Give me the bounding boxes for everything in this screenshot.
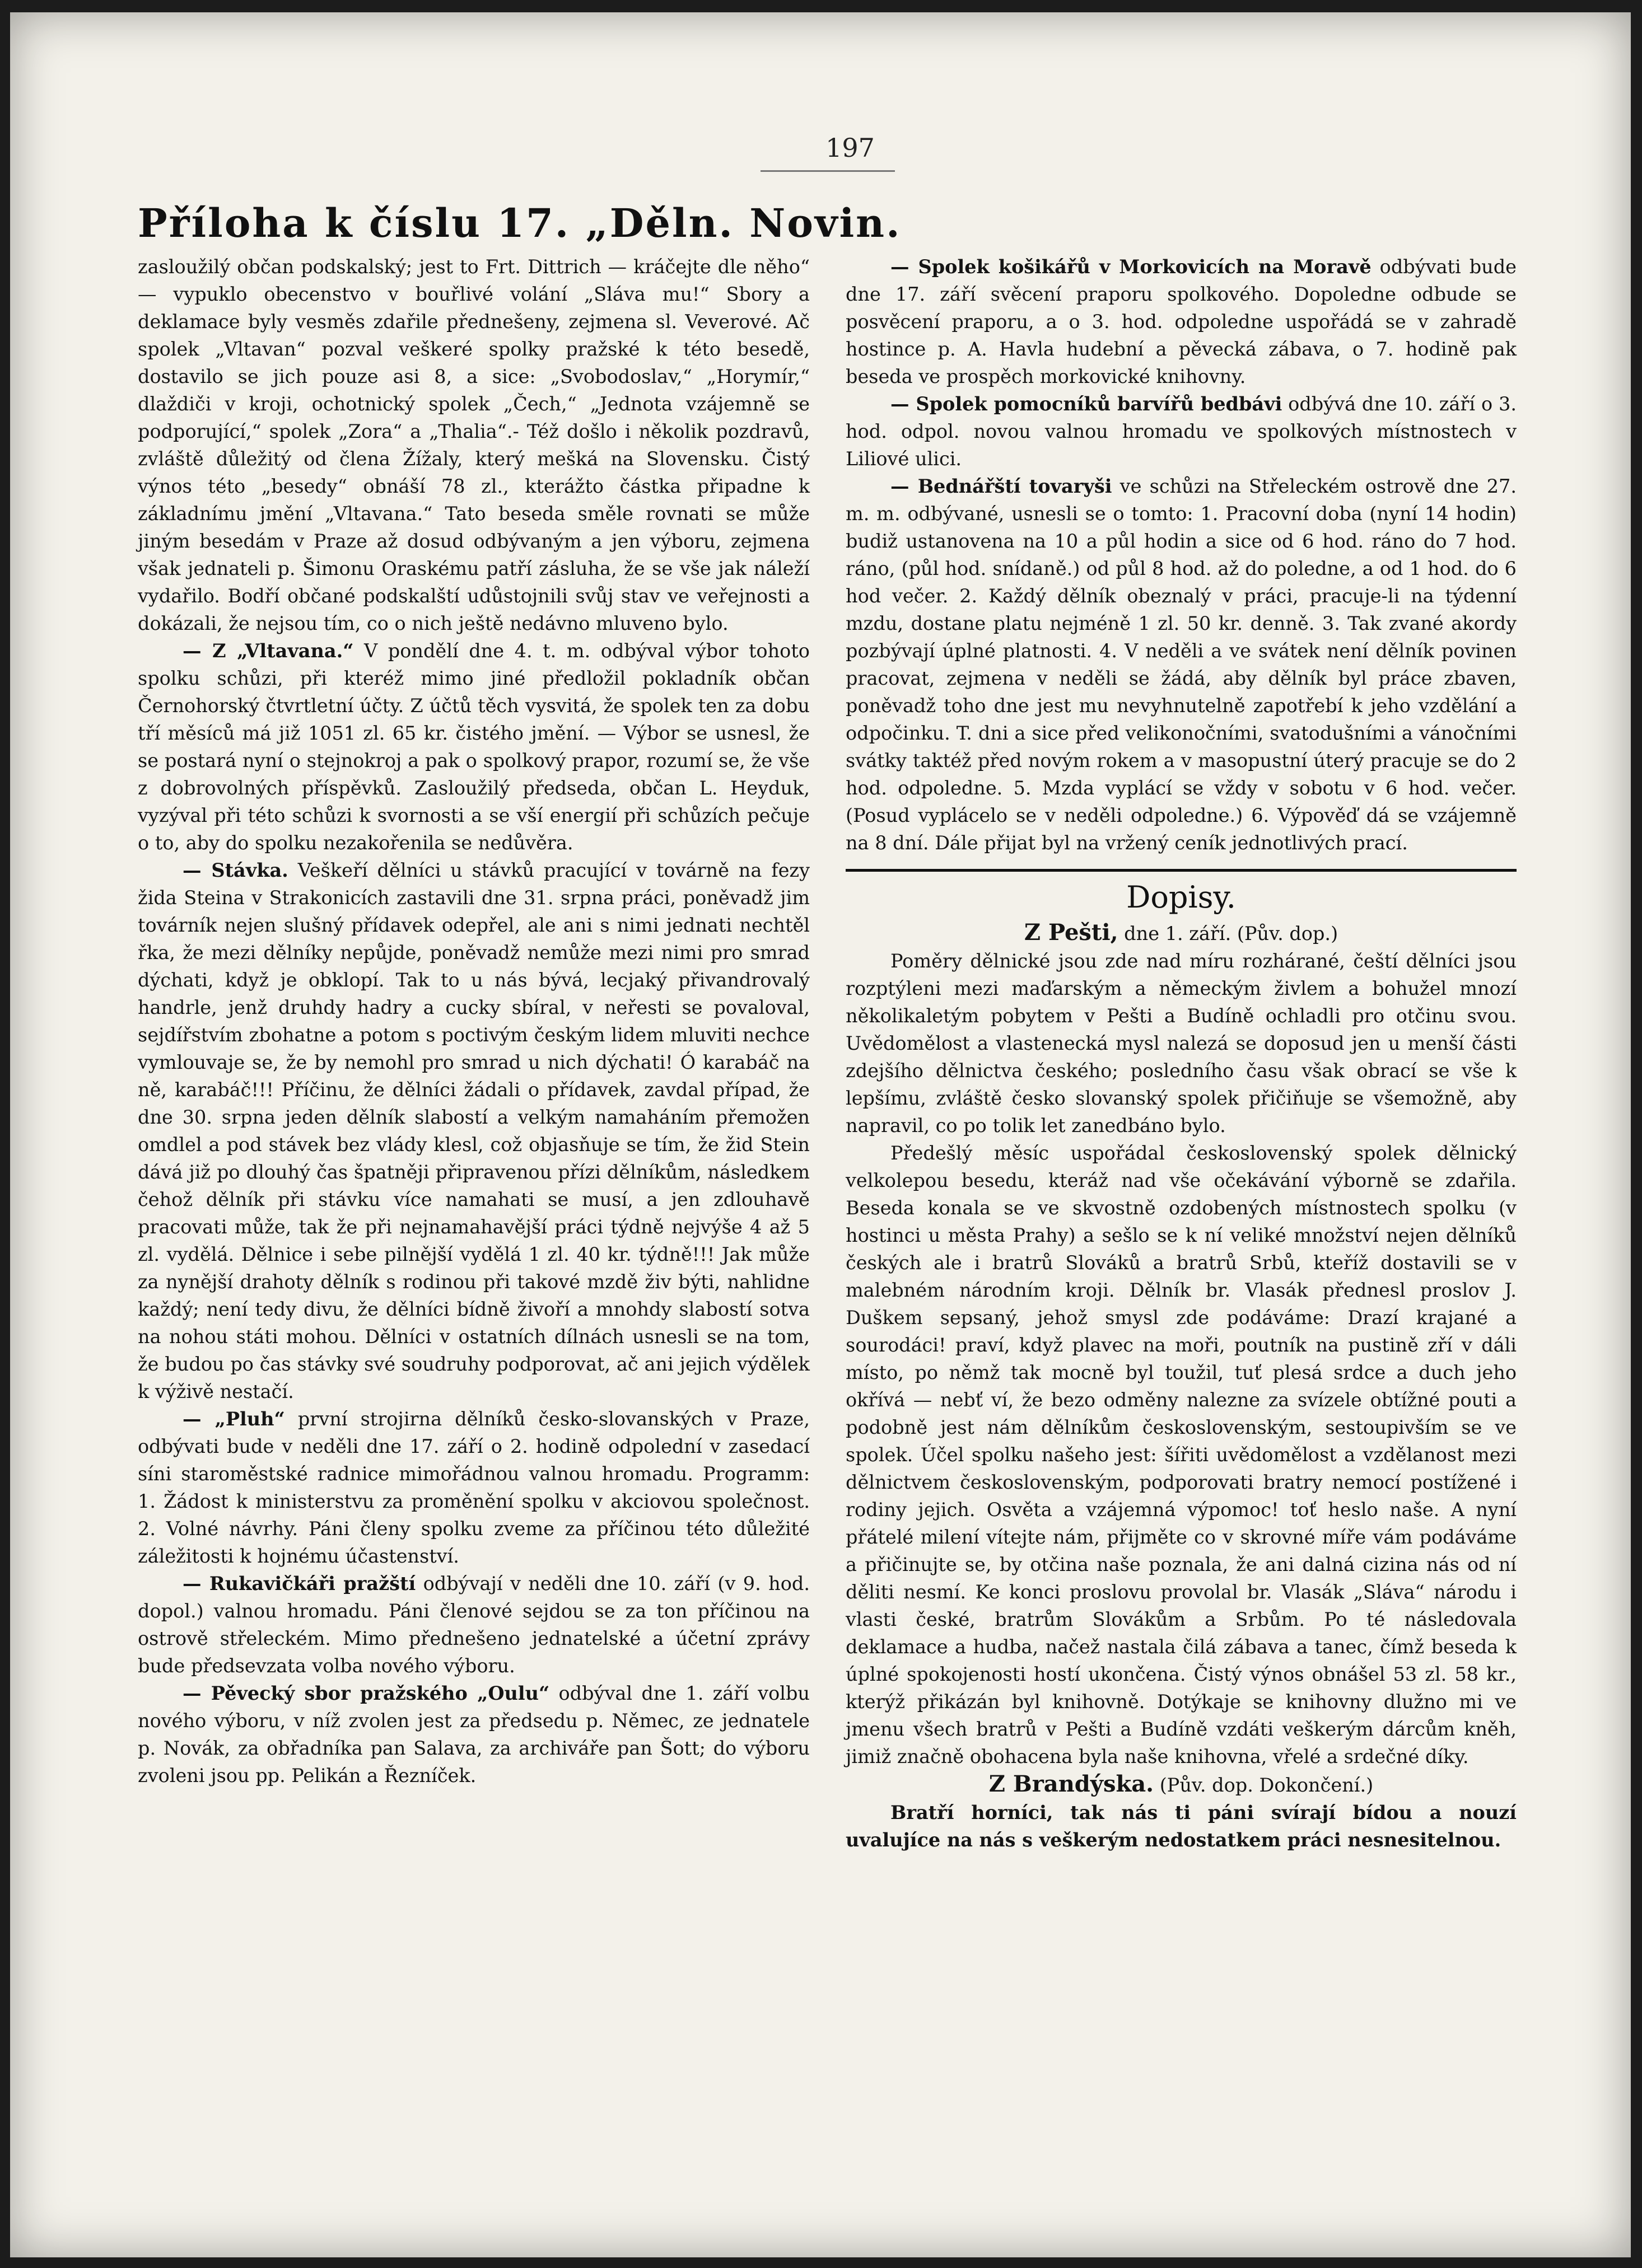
dopisy-paragraph: Předešlý měsíc uspořádal československý spolek dělnický velkolepou besedu, kteráž nad vše očekávání výborně se zdařila. Beseda konala se ve skvostně ozdobených místnostech spolku (v hostinci u města Prahy) a sešlo se k ní veliké množství nejen dělníků českých ale i bratrů Slováků a bratrů Srbů, kteříž dostavili se v malebném národním kroji. Dělník br. Vlasák přednesl proslov J. Duškem sepsaný, jehož smysl zde podáváme: Drazí krajané a sourodáci! praví, když plavec na moři, poutník na pustině zří v dáli místo, po němž tak mocně byl toužil, tuť plesá srdce a duch jeho okřívá — nebť ví, že bezo odměny nalezne za svízele obtížné pouti a podobně jest nám dělníkům československým, sestoupivším se ve spolek. Účel spolku našeho jest: šířiti uvědomělost a vzdělanost mezi dělnictvem československým, podporovati bratry nemocí postížené i rodiny jejich. Osvěta a vzájemná výpomoc! toť heslo naše. A nyní přátelé milení vítejte nám, přijměte co v skrovné míře vám podáváme a přičinujte se, by otčina naše poznala, že ani dalná cizina nás od ní děliti nesmí. Ke konci proslovu provolal br. Vlasák „Sláva“ národu i vlasti české, bratrům Slovákům a Srbům. Po té následovala deklamace a hudba, načež nastala čilá zábava a tanec, čímž beseda k úplné spokojenosti hostí ukončena. Čistý výnos obnášel 53 zl. 58 kr., kterýž přikázán byl knihovně. Dotýkaje se knihovny dlužno mi ve jmenu všech bratrů v Pešti a Budíně vzdáti veškerým dárcům kněh, jimiž značně obohacena byla naše knihovna, vřelé a srdečné díky. bbox=[846, 1142, 1517, 1767]
dopisy-paragraph: Poměry dělnické jsou zde nad míru rozhárané, čeští dělníci jsou rozptýleni mezi maďarským a německým živlem a bohužel mnozí několikaletým pobytem v Pešti a Budíně ochladli pro otčinu svou. Uvědomělost a vlastenecká mysl nalezá se doposud jen u menší části zdejšího dělnictva českého; posledního času však obrací se vše k lepšímu, zvláště česko slovanský spolek přičiňuje se všemožně, aby napravil, co po tolik let zanedbáno bylo. bbox=[846, 950, 1517, 1137]
article-lead: — Bednářští tovaryši bbox=[890, 475, 1112, 497]
dateline-pest-place: Z Pešti, bbox=[1024, 919, 1118, 946]
article-lead: — Spolek košikářů v Morkovicích na Moravě bbox=[890, 256, 1372, 278]
article-paragraph bbox=[846, 473, 1517, 857]
article-paragraph bbox=[138, 1570, 810, 1680]
article-lead: — Spolek pomocníků barvířů bedbávi bbox=[890, 393, 1282, 415]
article-paragraph bbox=[138, 1680, 810, 1789]
section-divider bbox=[846, 869, 1517, 872]
newspaper-page bbox=[10, 12, 1631, 2257]
article-lead: — Rukavičkáři pražští bbox=[183, 1573, 416, 1594]
article-paragraph bbox=[138, 253, 810, 637]
article-paragraph bbox=[138, 857, 810, 1405]
dateline-brandysek-place: Z Brandýska. bbox=[988, 1771, 1154, 1797]
article-paragraph bbox=[138, 637, 810, 857]
right-column-articles bbox=[846, 253, 1517, 857]
supplement-header: Příloha k číslu 17. „Děln. Novin. bbox=[138, 200, 902, 246]
article-lead: — Pěvecký sbor pražského „Oulu“ bbox=[183, 1682, 550, 1704]
dopisy-heading: Dopisy. bbox=[1126, 880, 1236, 915]
article-paragraph bbox=[846, 253, 1517, 390]
right-column bbox=[846, 253, 1517, 1854]
article-text: odbývati bude dne 17. září svěcení praporu spolkového. Dopoledne odbude se posvěcení praporu, a o 3. hod. odpoledne uspořádá se v zahradě hostince p. A. Havla hudební a pěvecká zábava, o 7. hodině pak beseda ve prospěch morkovické knihovny. bbox=[846, 256, 1517, 387]
article-text: odbývají v neděli dne 10. září (v 9. hod. dopol.) valnou hromadu. Páni členové sejdou se za ton příčinou na ostrově střeleckém. Mimo přednešeno jednatelské a účetní zprávy bude předsevzata volba nového výboru. bbox=[138, 1573, 810, 1677]
dopisy-closing: Bratří horníci, tak nás ti páni svírají bídou a nouzí uvalujíce na nás s veškerým nedostatkem práci nesnesitelnou. bbox=[846, 1802, 1517, 1851]
dateline-brandysek-note: (Pův. dop. Dokončení.) bbox=[1154, 1774, 1374, 1796]
article-lead: — „Pluh“ bbox=[183, 1408, 285, 1430]
article-paragraph bbox=[846, 390, 1517, 473]
article-lead: — Stávka. bbox=[183, 859, 288, 881]
article-text: ve schůzi na Střeleckém ostrově dne 27. m. m. odbývané, usnesli se o tomto: 1. Pracovní doba (nyní 14 hodin) budiž ustanovena na 10 a půl hodin a sice od 6 hod. ráno do 7 hod. ráno, (půl hod. snídaně.) od půl 8 hod. až do poledne, a od 1 hod. do 6 hod večer. 2. Každý dělník obeznalý v práci, pracuje-li na týdenní mzdu, dostane platu nejméně 1 zl. 50 kr. denně. 3. Tak zvané akordy pozbývají úplné platnosti. 4. V neděli a ve svátek není dělník povinen pracovat, zejmena v neděli se žádá, aby dělník byl práce zbaven, poněvadž toho dne jest mu nevyhnutelně zapotřebí k jeho vzdělání a odpočinku. T. dni a sice před velikonočními, svatodušními a vánočními svátky taktéž před novým rokem a v masopustní úterý pracuje se do 2 hod. odpoledne. 5. Mzda vyplácí se vždy v sobotu v 6 hod. večer. (Posud vyplácelo se v neděli odpoledne.) 6. Výpověď dá se vzájemně na 8 dní. Dále přijat byl na vržený ceník jednotlivých prací. bbox=[846, 475, 1517, 854]
article-text: odbývá dne 10. září o 3. hod. odpol. novou valnou hromadu ve spolkových místnostech v Liliové ulici. bbox=[846, 393, 1517, 470]
dateline-pest bbox=[846, 919, 1517, 947]
article-text: odbýval dne 1. září volbu nového výboru, v níž zvolen jest za předsedu p. Němec, ze jednatele p. Novák, za obřadníka pan Salava, za archiváře pan Šott; do výboru zvoleni jsou pp. Pelikán a Řezníček. bbox=[138, 1682, 810, 1787]
left-column bbox=[138, 253, 810, 1789]
article-text: V pondělí dne 4. t. m. odbýval výbor tohoto spolku schůzi, při kteréž mimo jiné předložil pokladník občan Černohorský čtvrtletní účty. Z účtů těch vysvitá, že spolek ten za dobu tří měsíců má již 1051 zl. 65 kr. čistého jmění. — Výbor se usnesl, že se postará nyní o stejnokroj a pak o spolkový prapor, rozumí se, že vše z dobrovolných příspěvků. Zasloužilý předseda, občan L. Heyduk, vyzýval při této schůzi k svornosti a se vší energií při schůzích pečuje o to, aby do spolku nezakořenila se nedůvěra. bbox=[138, 640, 810, 854]
article-text: Veškeří dělníci u stávků pracující v továrně na fezy žida Steina v Strakonicích zastavili dne 31. srpna práci, poněvadž jim továrník nejen slušný přídavek odepřel, ale ani s nimi jednati nechtěl řka, že mezi dělníky nepůjde, poněvadž nemůže mezi nimi pro smrad dýchati, když je obklopí. Tak to u nás bývá, lecjaký přivandrovalý handrle, jenž druhdy hadry a cucky sbíral, v neřesti se povaloval, sejdířstvím zbohatne a potom s poctivým českým lidem mluviti nechce vymlouvaje se, že by nemohl pro smrad u nich dýchati! Ó karabáč na ně, karabáč!!! Příčinu, že dělníci žádali o přídavek, zavdal případ, že dne 30. srpna jeden dělník slabostí a velkým namaháním přemožen omdlel a pod stávek bez vlády klesl, což objasňuje se tím, že žid Stein dává již po dlouhý čas špatněji připravenou přízi dělníkům, následkem čehož dělník při stávku více namahati se musí, a jen zdlouhavě pracovati může, tak že při nejnamahavější práci týdně nejvýše 4 až 5 zl. vydělá. Dělnice i sebe pilnější vydělá 1 zl. 40 kr. týdně!!! Jak může za nynější drahoty dělník s rodinou při takové mzdě živ býti, nahlidne každý; není tedy divu, že dělníci bídně živoří a mnohdy slabostí sotva na nohou státi mohou. Dělníci v ostatních dílnách usnesli se na tom, že budou po čas stávky své soudruhy podporovat, ač ani jejich výdělek k výživě nestačí. bbox=[138, 859, 810, 1402]
article-paragraph bbox=[138, 1405, 810, 1570]
dateline-brandysek bbox=[846, 1770, 1517, 1799]
article-lead: — Z „Vltavana.“ bbox=[183, 640, 354, 662]
dateline-pest-date: dne 1. září. (Pův. dop.) bbox=[1118, 923, 1338, 944]
article-text: první strojirna dělníků česko-slovanských v Praze, odbývati bude v neděli dne 17. září o 2. hodině odpolední v zasedací síni staroměstské radnice mimořádnou valnou hromadu. Programm: 1. Žádost k ministerstvu za proměnění spolku v akciovou společnost. 2. Volné návrhy. Páni členy spolku zveme za příčinou této důležité záležitosti k hojnému účastenství. bbox=[138, 1408, 810, 1567]
article-text: zasloužilý občan podskalský; jest to Frt. Dittrich — kráčejte dle něho“ — vypuklo obecenstvo v bouřlivé volání „Sláva mu!“ Sbory a deklamace byly vesměs zdařile přednešeny, zejmena sl. Veverové. Ač spolek „Vltavan“ pozval veškeré spolky pražské k této besedě, dostavilo se jich pouze asi 8, a sice: „Svobodoslav,“ „Horymír,“ dlaždiči v kroji, ochotnický spolek „Čech,“ „Jednota vzájemně se podporující,“ spolek „Zora“ a „Thalia“.- Též došlo i několik pozdravů, zvláště důležitý od člena Žížaly, který mešká na Slovensku. Čistý výnos této „besedy“ obnáší 78 zl., kterážto částka připadne k základnímu jmění „Vltavana.“ Tato beseda směle rovnati se může jiným besedám v Praze až dosud odbývaným a jen výboru, zejmena však jednateli p. Šimonu Oraskému patří zásluha, že se vše jak náleží vydařilo. Bodří občané podskalští udůstojnili svůj stav ve veřejnosti a dokázali, že nejsou tím, co o nich ještě nedávno mluveno bylo. bbox=[138, 256, 810, 634]
page-number: 197 bbox=[825, 133, 875, 163]
page-number-rule bbox=[761, 170, 895, 172]
